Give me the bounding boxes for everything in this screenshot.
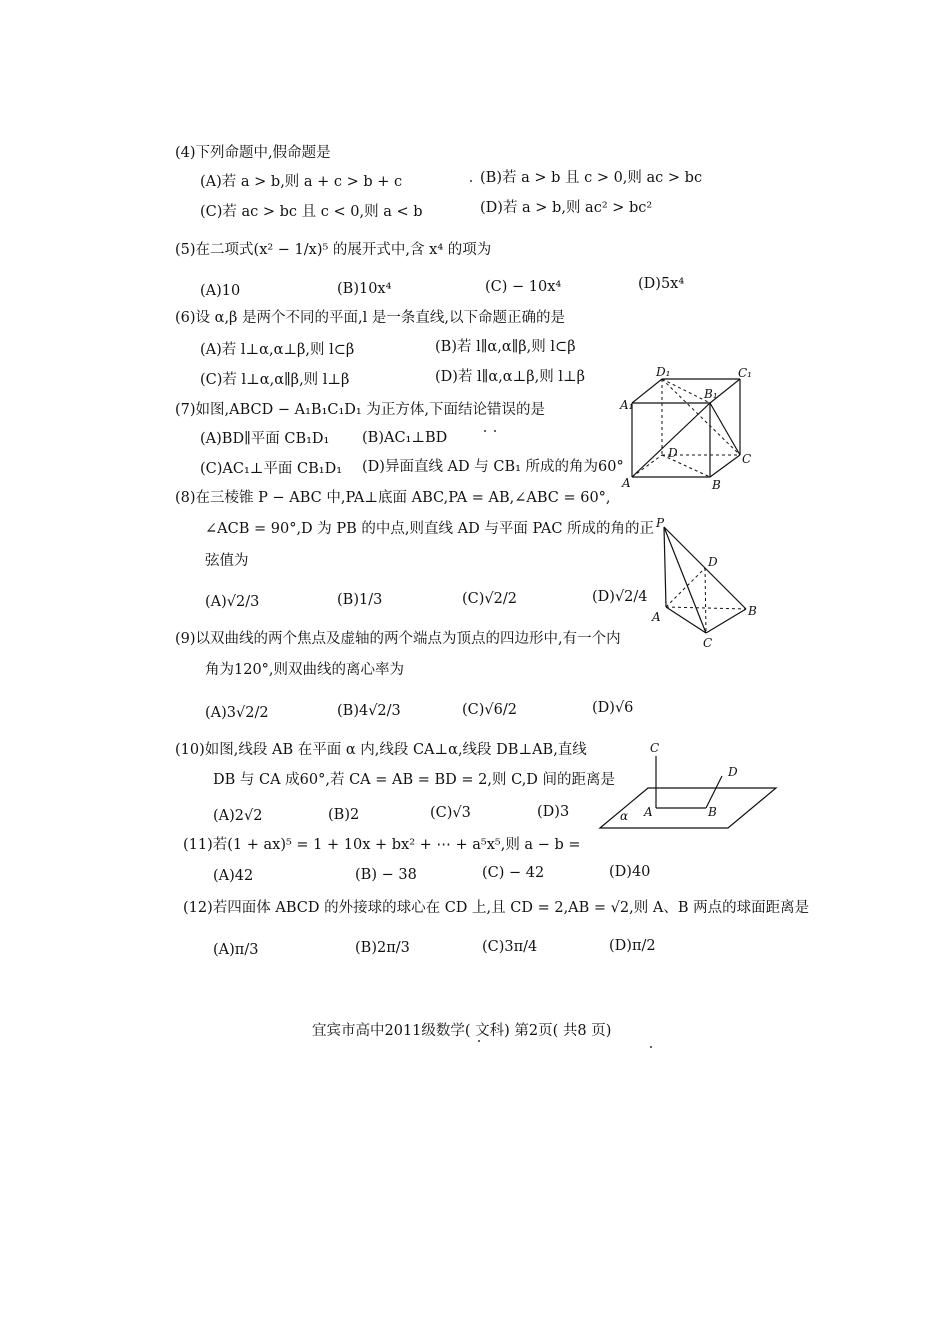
scan-speck	[484, 430, 486, 432]
q9-option-d: (D)√6	[592, 700, 634, 716]
q5-stem: (5)在二项式(x² − 1/x)⁵ 的展开式中,含 x⁴ 的项为	[175, 242, 492, 258]
cube-label-d1: D₁	[656, 365, 671, 379]
q8-option-a: (A)√2/3	[205, 594, 260, 610]
q5-option-c: (C) − 10x⁴	[485, 279, 562, 295]
q12-stem: (12)若四面体 ABCD 的外接球的球心在 CD 上,且 CD = 2,AB = √2,则 A、B 两点的球面距离是	[183, 900, 810, 916]
q6-option-b: (B)若 l∥α,α∥β,则 l⊂β	[435, 339, 576, 355]
q9-option-b: (B)4√2/3	[337, 703, 401, 719]
q5-option-a: (A)10	[200, 283, 241, 299]
q6-option-c: (C)若 l⊥α,α∥β,则 l⊥β	[200, 372, 350, 388]
q8-option-c: (C)√2/2	[462, 591, 517, 607]
pyramid-label-c: C	[703, 636, 713, 650]
q10-stem-line1: (10)如图,线段 AB 在平面 α 内,线段 CA⊥α,线段 DB⊥AB,直线	[175, 742, 587, 758]
scan-speck	[478, 1040, 480, 1042]
q6-option-d: (D)若 l∥α,α⊥β,则 l⊥β	[435, 369, 585, 385]
plane-label-a: A	[644, 805, 653, 819]
q8-stem-line1: (8)在三棱锥 P − ABC 中,PA⊥底面 ABC,PA = AB,∠ABC = 60°,	[175, 490, 611, 506]
q11-option-a: (A)42	[213, 868, 254, 884]
q9-stem-line1: (9)以双曲线的两个焦点及虚轴的两个端点为顶点的四边形中,有一个内	[175, 631, 621, 647]
q4-option-d: (D)若 a > b,则 ac² > bc²	[480, 200, 653, 216]
pyramid-label-p: P	[656, 516, 665, 530]
pyramid-figure	[648, 515, 763, 650]
cube-label-a: A	[622, 476, 631, 490]
q11-stem: (11)若(1 + ax)⁵ = 1 + 10x + bx² + ⋯ + a⁵x⁵,则 a − b =	[183, 837, 581, 853]
q7-option-c: (C)AC₁⊥平面 CB₁D₁	[200, 461, 343, 477]
q7-option-d: (D)异面直线 AD 与 CB₁ 所成的角为60°	[362, 459, 624, 475]
plane-label-d: D	[728, 765, 738, 779]
pyramid-label-d: D	[708, 555, 718, 569]
q5-option-d: (D)5x⁴	[638, 276, 685, 292]
cube-label-d: D	[668, 446, 678, 460]
q11-option-b: (B) − 38	[355, 867, 417, 883]
q11-option-c: (C) − 42	[482, 865, 545, 881]
plane-label-alpha: α	[620, 809, 629, 823]
scan-speck	[470, 180, 472, 182]
q12-option-b: (B)2π/3	[355, 940, 410, 956]
q5-option-b: (B)10x⁴	[337, 281, 392, 297]
cube-label-c1: C₁	[738, 366, 752, 380]
page-footer: 宜宾市高中2011级数学( 文科) 第2页( 共8 页)	[312, 1023, 612, 1039]
q12-option-a: (A)π/3	[213, 942, 259, 958]
q10-option-b: (B)2	[328, 807, 360, 823]
q4-stem: (4)下列命题中,假命题是	[175, 145, 331, 161]
scan-speck	[650, 1046, 652, 1048]
pyramid-label-a: A	[652, 610, 661, 624]
q6-option-a: (A)若 l⊥α,α⊥β,则 l⊂β	[200, 342, 355, 358]
q8-option-d: (D)√2/4	[592, 589, 648, 605]
q11-option-d: (D)40	[609, 864, 651, 880]
q6-stem: (6)设 α,β 是两个不同的平面,l 是一条直线,以下命题正确的是	[175, 310, 566, 326]
cube-label-b: B	[712, 478, 721, 492]
q9-option-a: (A)3√2/2	[205, 705, 269, 721]
q7-stem: (7)如图,ABCD − A₁B₁C₁D₁ 为正方体,下面结论错误的是	[175, 402, 545, 418]
q10-option-c: (C)√3	[430, 805, 471, 821]
q8-stem-line3: 弦值为	[205, 553, 249, 569]
q8-option-b: (B)1/3	[337, 592, 383, 608]
scan-speck	[494, 430, 496, 432]
cube-label-b1: B₁	[704, 387, 718, 401]
pyramid-label-b: B	[748, 604, 757, 618]
q10-option-d: (D)3	[537, 804, 570, 820]
q4-option-c: (C)若 ac > bc 且 c < 0,则 a < b	[200, 204, 423, 220]
q12-option-d: (D)π/2	[609, 938, 656, 954]
q12-option-c: (C)3π/4	[482, 939, 538, 955]
cube-figure	[618, 365, 758, 495]
plane-label-c: C	[650, 741, 660, 755]
q9-stem-line2: 角为120°,则双曲线的离心率为	[205, 662, 405, 678]
cube-label-c: C	[742, 452, 752, 466]
plane-figure	[598, 738, 778, 833]
q8-stem-line2: ∠ACB = 90°,D 为 PB 的中点,则直线 AD 与平面 PAC 所成的角的正	[205, 521, 655, 537]
q10-option-a: (A)2√2	[213, 808, 263, 824]
q9-option-c: (C)√6/2	[462, 702, 517, 718]
q4-option-b: (B)若 a > b 且 c > 0,则 ac > bc	[480, 170, 703, 186]
plane-label-b: B	[708, 805, 717, 819]
q7-option-a: (A)BD∥平面 CB₁D₁	[200, 431, 330, 447]
q7-option-b: (B)AC₁⊥BD	[362, 430, 448, 446]
cube-label-a1: A₁	[620, 398, 634, 412]
q4-option-a: (A)若 a > b,则 a + c > b + c	[200, 174, 403, 190]
q10-stem-line2: DB 与 CA 成60°,若 CA = AB = BD = 2,则 C,D 间的距离是	[213, 772, 616, 788]
